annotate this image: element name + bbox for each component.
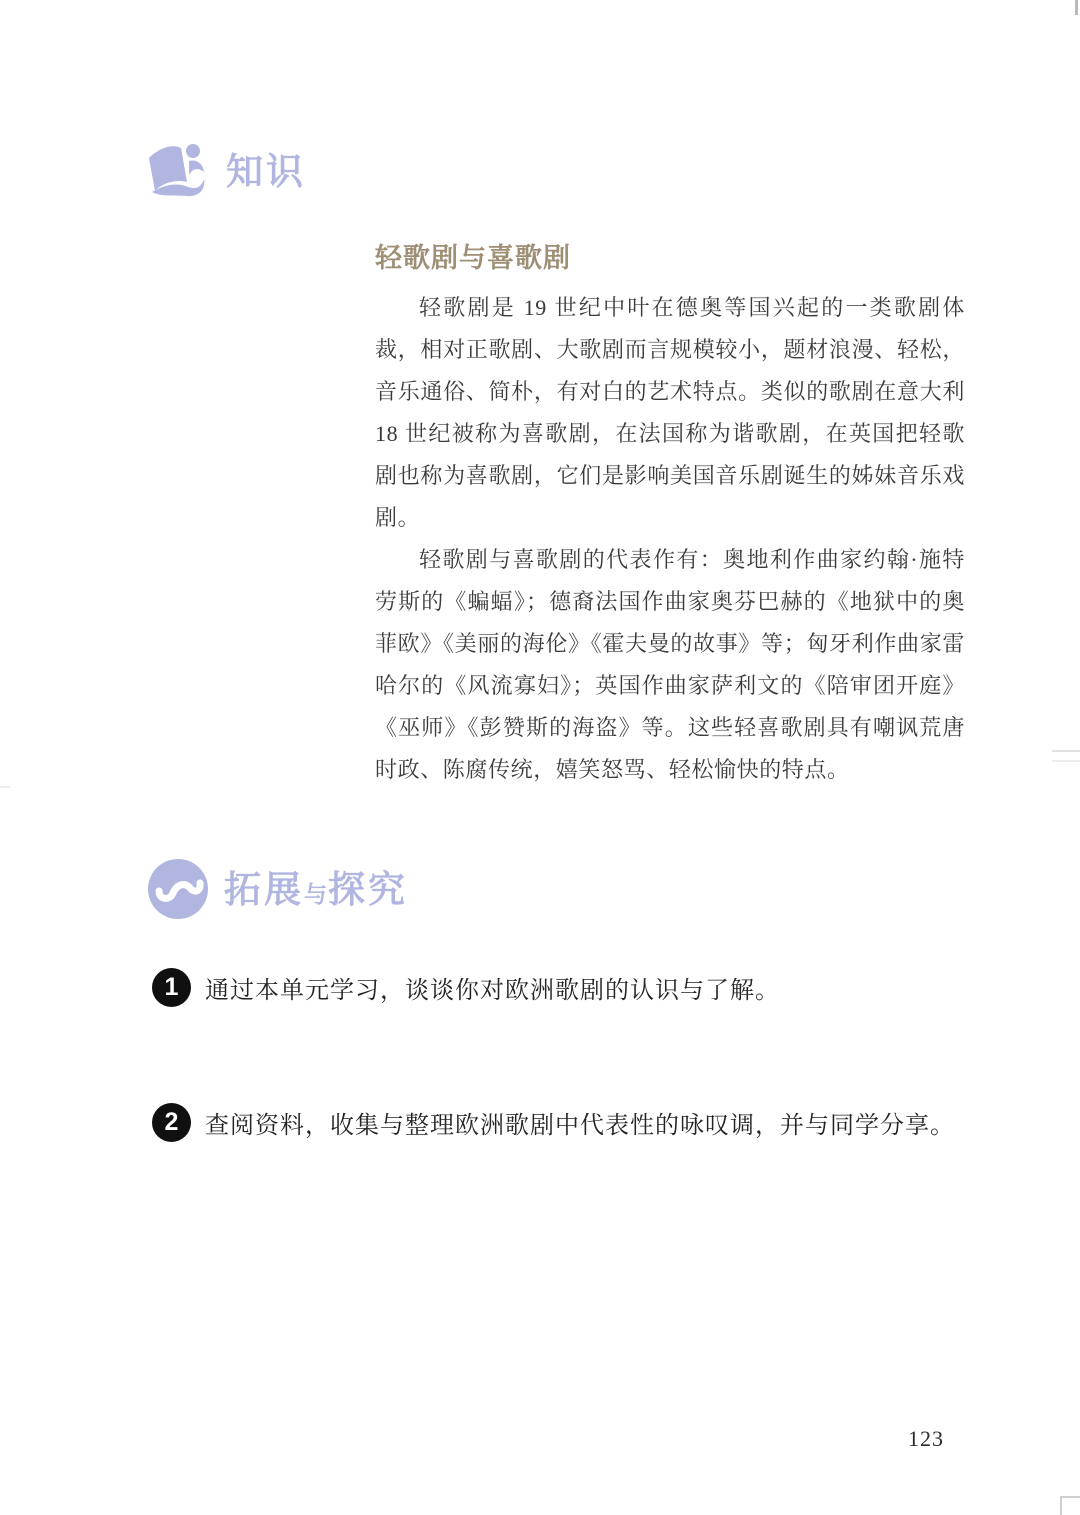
question-number-badge: 1 [152,968,191,1007]
question-item [152,1103,955,1142]
knowledge-section-header [147,141,306,201]
explore-section-header [147,858,408,920]
article-paragraph: 轻歌剧与喜歌剧的代表作有：奥地利作曲家约翰·施特劳斯的《蝙蝠》；德裔法国作曲家奥芬巴赫的《地狱中的奥菲欧》《美丽的海伦》《霍夫曼的故事》等；匈牙利作曲家雷哈尔的《风流寡妇》；英国作曲家萨利文的《陪审团开庭》《巫师》《彭赞斯的海盗》等。这些轻喜歌剧具有嘲讽荒唐时政、陈腐传统，嬉笑怒骂、轻松愉快的特点。 [375,547,965,782]
knowledge-section-title: 知识 [226,150,306,192]
article-title: 轻歌剧与喜歌剧 [375,243,571,273]
explore-section-title-part2: 探究 [328,868,408,910]
explore-section-title-part1: 拓展 [224,868,304,910]
explore-section-title-connector: 与 [304,880,328,907]
wave-circle-icon [147,858,209,920]
page-number: 123 [908,1426,944,1451]
crop-mark [0,786,10,788]
question-text: 通过本单元学习，谈谈你对欧洲歌剧的认识与了解。 [205,977,780,1004]
open-book-reader-icon [147,141,211,201]
question-item [152,968,780,1007]
article-paragraph: 轻歌剧是 19 世纪中叶在德奥等国兴起的一类歌剧体裁，相对正歌剧、大歌剧而言规模较小，题材浪漫、轻松，音乐通俗、简朴，有对白的艺术特点。类似的歌剧在意大利 18 世纪被称为喜歌剧，在法国称为谐歌剧，在英国把轻歌剧也称为喜歌剧，它们是影响美国音乐剧诞生的姊妹音乐戏剧。 [375,295,965,530]
article [375,236,965,791]
crop-mark [1052,750,1080,752]
crop-mark [1075,0,1078,15]
crop-mark [1060,1496,1080,1515]
question-number-badge: 2 [152,1103,191,1142]
question-text: 查阅资料，收集与整理欧洲歌剧中代表性的咏叹调，并与同学分享。 [205,1112,955,1139]
